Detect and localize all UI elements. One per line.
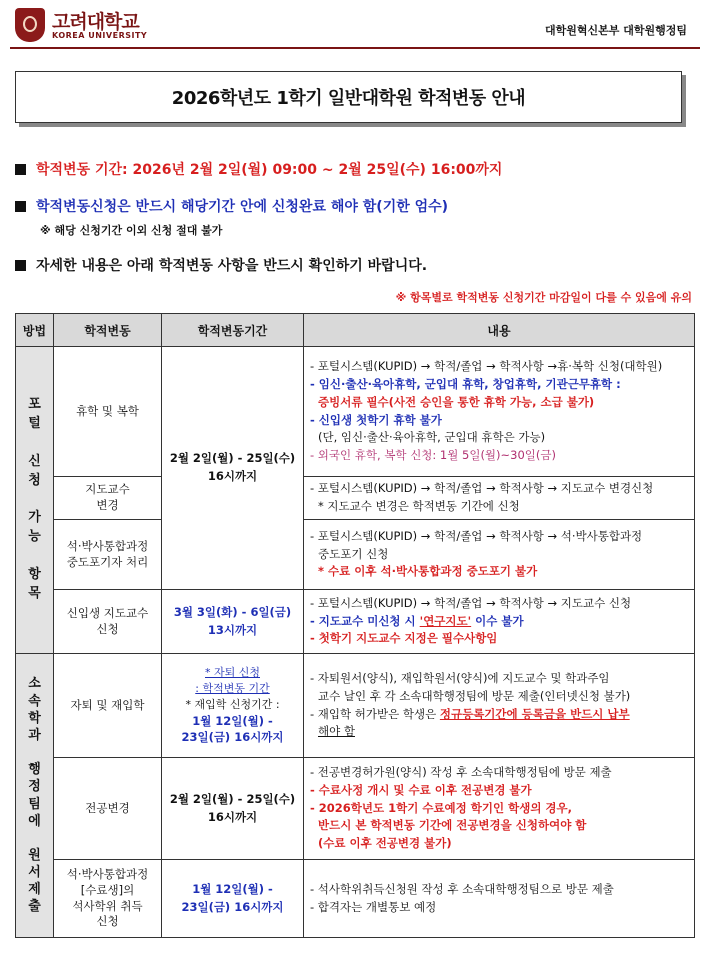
period-line: 13시까지 (207, 622, 258, 637)
method-office: 소 속 학 과 행 정 팀 에 원 서 제 출 (16, 654, 54, 938)
content-line: - 포털시스템(KUPID) → 학적/졸업 → 학적사항 → 석·박사통합과정 (310, 528, 643, 543)
content-line: - 전공변경허가원(양식) 작성 후 소속대학행정팀에 방문 제출 (310, 764, 612, 779)
period-line: * 자퇴 신청 (205, 665, 260, 679)
table-row (16, 758, 695, 860)
square-bullet-icon (15, 260, 26, 271)
page-title: 2026학년도 1학기 일반대학원 학적변동 안내 (15, 71, 682, 123)
period-line: 1월 12일(월) - (192, 713, 273, 728)
header-period: 학적변동기간 (162, 314, 304, 347)
content-major-change (304, 758, 695, 860)
bullet-deadline-text: 학적변동신청은 반드시 해당기간 안에 신청완료 해야 함(기한 엄수) (36, 199, 449, 215)
period-line: 2월 2일(월) - 25일(수) (169, 791, 296, 806)
content-line: - 신입생 첫학기 휴학 불가 (310, 412, 442, 427)
item-withdraw-readmit: 자퇴 및 재입학 (54, 654, 162, 758)
bullet-deadline (15, 196, 448, 216)
period-shared-date: 2월 2일(월) - 25일(수) (169, 451, 296, 466)
bullet-check (15, 255, 427, 275)
content-line: - 포털시스템(KUPID) → 학적/졸업 → 학적사항 → 지도교수 신청 (310, 595, 632, 610)
logo-english: KOREA UNIVERSITY (52, 31, 148, 40)
period-line: 16시까지 (207, 809, 258, 824)
table-row (16, 590, 695, 654)
content-segment: '연구지도' (419, 613, 472, 628)
period-line: 23일(금) 16시까지 (181, 899, 284, 914)
content-line (310, 706, 688, 724)
content-line: - 2026학년도 1학기 수료예정 학기인 학생의 경우, (310, 800, 573, 815)
period-line: : 학적변동 기간 (195, 681, 270, 695)
square-bullet-icon (15, 164, 26, 175)
content-new-advisor (304, 590, 695, 654)
item-masters-degree: 석·박사통합과정 [수료생]의 석사학위 취득 신청 (54, 860, 162, 938)
period-withdraw-readmit (162, 654, 304, 758)
deadline-warning: ※ 항목별로 학적변동 신청기간 마감일이 다를 수 있음에 유의 (395, 291, 692, 304)
page-header (0, 0, 707, 50)
content-line: - 포털시스템(KUPID) → 학적/졸업 → 학적사항 → 지도교수 변경신청 (310, 481, 654, 496)
content-line: 해야 함 (318, 724, 355, 739)
table-row (16, 347, 695, 477)
content-line (310, 613, 688, 631)
item-new-advisor: 신입생 지도교수 신청 (54, 590, 162, 654)
period-shared (162, 347, 304, 590)
header-method: 방법 (16, 314, 54, 347)
period-line: 3월 3일(화) - 6일(금) (173, 604, 292, 619)
status-change-table (15, 313, 695, 938)
period-shared-time: 16시까지 (207, 469, 258, 483)
period-line: 1월 12일(월) - (192, 881, 273, 896)
content-line: (수료 이후 전공변경 불가) (318, 836, 452, 851)
item-integrated-withdraw: 석·박사통합과정 중도포기자 처리 (54, 520, 162, 590)
content-line: 교수 날인 후 각 소속대학행정팀에 방문 제출(인터넷신청 불가) (318, 688, 631, 703)
logo-korean: 고려대학교 (52, 11, 139, 33)
period-major-change (162, 758, 304, 860)
period-line: * 재입학 신청기간 : (185, 697, 280, 711)
content-line: 반드시 본 학적변동 기간에 전공변경을 신청하여야 함 (318, 818, 587, 833)
table-row (16, 520, 695, 590)
header-change: 학적변동 (54, 314, 162, 347)
content-line: 중도포기 신청 (318, 546, 389, 561)
period-masters-degree (162, 860, 304, 938)
content-line: * 수료 이후 석·박사통합과정 중도포기 불가 (318, 564, 538, 579)
item-major-change: 전공변경 (54, 758, 162, 860)
content-line: - 외국인 휴학, 복학 신청: 1월 5일(월)~30일(금) (310, 448, 556, 463)
content-line: - 임신·출산·육아휴학, 군입대 휴학, 창업휴학, 기관근무휴학 : (310, 376, 621, 391)
content-line: 증빙서류 필수(사전 승인을 통한 휴학 가능, 소급 불가) (318, 394, 595, 409)
content-leave-return (304, 347, 695, 477)
header-content: 내용 (304, 314, 695, 347)
header-divider (10, 47, 700, 49)
content-integrated-withdraw (304, 520, 695, 590)
university-seal-icon (15, 8, 45, 42)
content-line: - 첫학기 지도교수 지정은 필수사항임 (310, 631, 498, 646)
method-portal: 포 털 신 청 가 능 항 목 (16, 347, 54, 654)
content-segment: 이수 불가 (471, 613, 524, 628)
department-name: 대학원혁신본부 대학원행정팀 (545, 24, 687, 37)
table-header-row (16, 314, 695, 347)
deadline-note: ※ 해당 신청기간 이외 신청 절대 불가 (40, 224, 223, 237)
content-line: - 석사학위취득신청원 작성 후 소속대학행정팀으로 방문 제출 (310, 881, 614, 896)
content-line: - 수료사정 개시 및 수료 이후 전공변경 불가 (310, 782, 532, 797)
content-withdraw-readmit (304, 654, 695, 758)
table-row (16, 654, 695, 758)
item-advisor-change: 지도교수 변경 (54, 477, 162, 520)
content-line: * 지도교수 변경은 학적변동 기간에 신청 (318, 499, 520, 513)
item-leave-return: 휴학 및 복학 (54, 347, 162, 477)
period-new-advisor (162, 590, 304, 654)
content-advisor-change (304, 477, 695, 520)
content-segment: - 지도교수 미신청 시 (310, 613, 420, 628)
content-segment: 정규등록기간에 등록금을 반드시 납부 (439, 706, 630, 721)
table-row (16, 860, 695, 938)
period-line: 23일(금) 16시까지 (181, 730, 284, 745)
bullet-period (15, 159, 502, 179)
content-masters-degree (304, 860, 695, 938)
content-segment: - 재입학 허가받은 학생은 (310, 706, 440, 721)
content-line: - 포털시스템(KUPID) → 학적/졸업 → 학적사항 →휴·복학 신청(대학원) (310, 359, 663, 374)
square-bullet-icon (15, 201, 26, 212)
content-line: - 합격자는 개별통보 예정 (310, 899, 437, 914)
content-line: (단, 임신·출산·육아휴학, 군입대 휴학은 가능) (318, 430, 546, 445)
bullet-check-text: 자세한 내용은 아래 학적변동 사항을 반드시 확인하기 바랍니다. (36, 258, 428, 274)
content-line: - 자퇴원서(양식), 재입학원서(양식)에 지도교수 및 학과주임 (310, 670, 610, 685)
table-row (16, 477, 695, 520)
bullet-period-text: 학적변동 기간: 2026년 2월 2일(월) 09:00 ~ 2월 25일(수) 16:00까지 (36, 162, 503, 178)
